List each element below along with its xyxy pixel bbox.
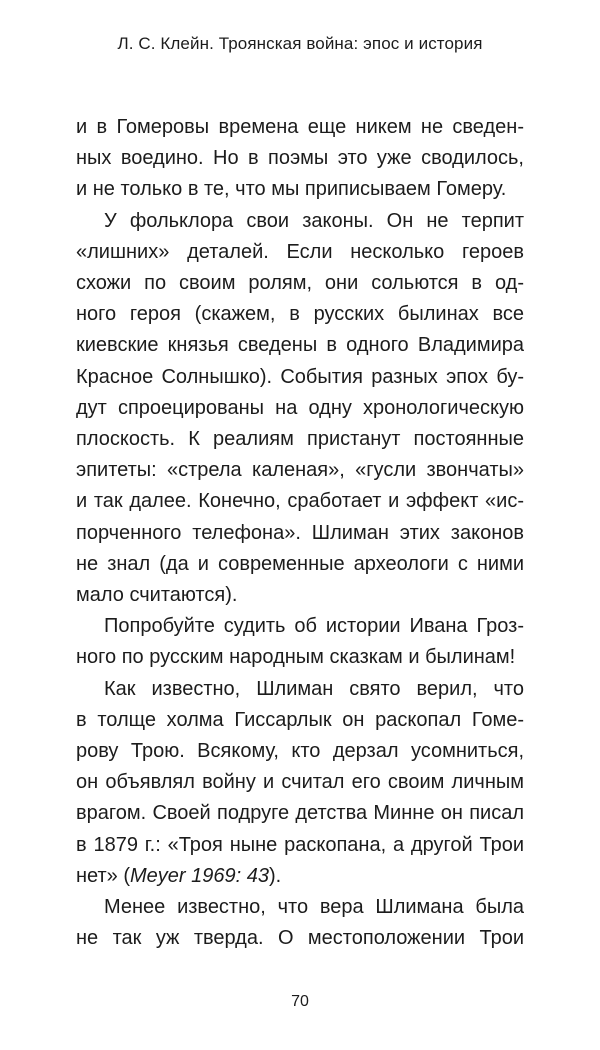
- text-line: Менее известно, что вера Шлимана была: [104, 896, 524, 919]
- text-line: в толще холма Гиссарлык он раскопал Гоме-: [76, 708, 524, 731]
- text-line: не так уж тверда. О местоположении Трои: [76, 927, 524, 950]
- text-line-with-citation: [76, 861, 524, 892]
- paragraph-2: [76, 206, 524, 612]
- page-body: [76, 112, 524, 954]
- text-line: в 1879 г.: «Троя ныне раскопана, а другой Трои: [76, 833, 524, 856]
- text-line: дут спроецированы на одну хронологическую: [76, 396, 524, 419]
- text-line: он объявлял войну и считал его своим личным: [76, 771, 524, 794]
- text-line: Попробуйте судить об истории Ивана Гроз-: [104, 615, 524, 638]
- text-line: ного по русским народным сказкам и былинам!: [76, 646, 516, 669]
- text-fragment: ).: [269, 864, 282, 887]
- text-line: киевские князья сведены в одного Владимира: [76, 334, 524, 357]
- text-line: ного героя (скажем, в русских былинах все: [76, 303, 524, 326]
- text-line: У фольклора свои законы. Он не терпит: [104, 209, 524, 232]
- text-line: Красное Солнышко). События разных эпох бу-: [76, 365, 524, 388]
- text-line: рову Трою. Всякому, кто дерзал усомниться,: [76, 740, 524, 763]
- citation: Meyer 1969: 43: [130, 864, 269, 887]
- text-line: порченного телефона». Шлиман этих законов: [76, 521, 524, 544]
- text-line: Как известно, Шлиман свято верил, что: [104, 677, 524, 700]
- text-line: мало считаются).: [76, 584, 238, 607]
- text-line: и в Гомеровы времена еще никем не сведен-: [76, 116, 524, 138]
- text-line: и так далее. Конечно, сработает и эффект «ис-: [76, 490, 524, 513]
- paragraph-5: [76, 892, 524, 954]
- text-line: ных воедино. Но в поэмы это уже сводилось,: [76, 147, 524, 170]
- text-line: и не только в те, что мы приписываем Гомеру.: [76, 178, 507, 201]
- text-fragment: нет» (: [76, 864, 131, 887]
- text-line: эпитеты: «стрела каленая», «гусли звончаты»: [76, 459, 524, 482]
- text-line: «лишних» деталей. Если несколько героев: [76, 240, 524, 263]
- paragraph-3: [76, 611, 524, 673]
- paragraph-1: [76, 112, 524, 206]
- text-line: схожи по своим ролям, они сольются в од-: [76, 272, 524, 295]
- paragraph-4: [76, 674, 524, 892]
- text-line: не знал (да и современные археологи с ними: [76, 552, 524, 575]
- running-header: Л. С. Клейн. Троянская война: эпос и история: [117, 34, 483, 53]
- page-number: 70: [291, 993, 309, 1010]
- text-line: врагом. Своей подруге детства Минне он писал: [76, 802, 524, 825]
- text-line: плоскость. К реалиям пристанут постоянные: [76, 428, 524, 451]
